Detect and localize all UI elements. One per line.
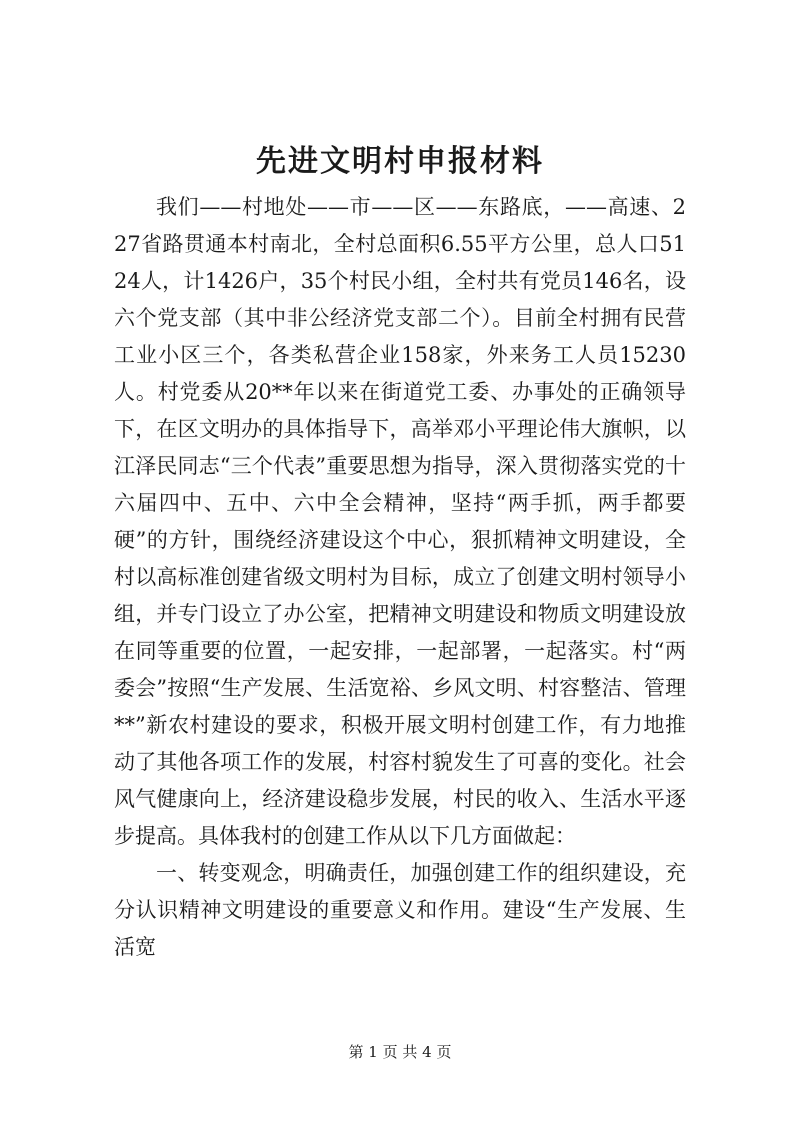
page-footer: 第 1 页 共 4 页 [348,1043,452,1061]
document-title: 先进文明村申报材料 [256,144,544,179]
document-body [114,189,686,966]
body-paragraph-intro: 我们——村地处——市——区——东路底，——高速、227省路贯通本村南北，全村总面积6.55平方公里，总人口5124人，计1426户，35个村民小组，全村共有党员146名，设六个党支部（其中非公经济党支部二个）。目前全村拥有民营工业小区三个，各类私营企业158家，外来务工人员15230人。村党委从20**年以来在街道党工委、办事处的正确领导下，在区文明办的具体指导下，高举邓小平理论伟大旗帜，以江泽民同志“三个代表”重要思想为指导，深入贯彻落实党的十六届四中、五中、六中全会精神，坚持“两手抓，两手都要硬”的方针，围绕经济建设这个中心，狠抓精神文明建设，全村以高标准创建省级文明村为目标，成立了创建文明村领导小组，并专门设立了办公室，把精神文明建设和物质文明建设放在同等重要的位置，一起安排，一起部署，一起落实。村“两委会”按照“生产发展、生活宽裕、乡风文明、村容整洁、管理**”新农村建设的要求，积极开展文明村创建工作，有力地推动了其他各项工作的发展，村容村貌发生了可喜的变化。社会风气健康向上，经济建设稳步发展，村民的收入、生活水平逐步提高。具体我村的创建工作从以下几方面做起： [114,195,686,848]
body-paragraph-section-1: 一、转变观念，明确责任，加强创建工作的组织建设，充分认识精神文明建设的重要意义和作用。建设“生产发展、生活宽 [114,861,686,959]
